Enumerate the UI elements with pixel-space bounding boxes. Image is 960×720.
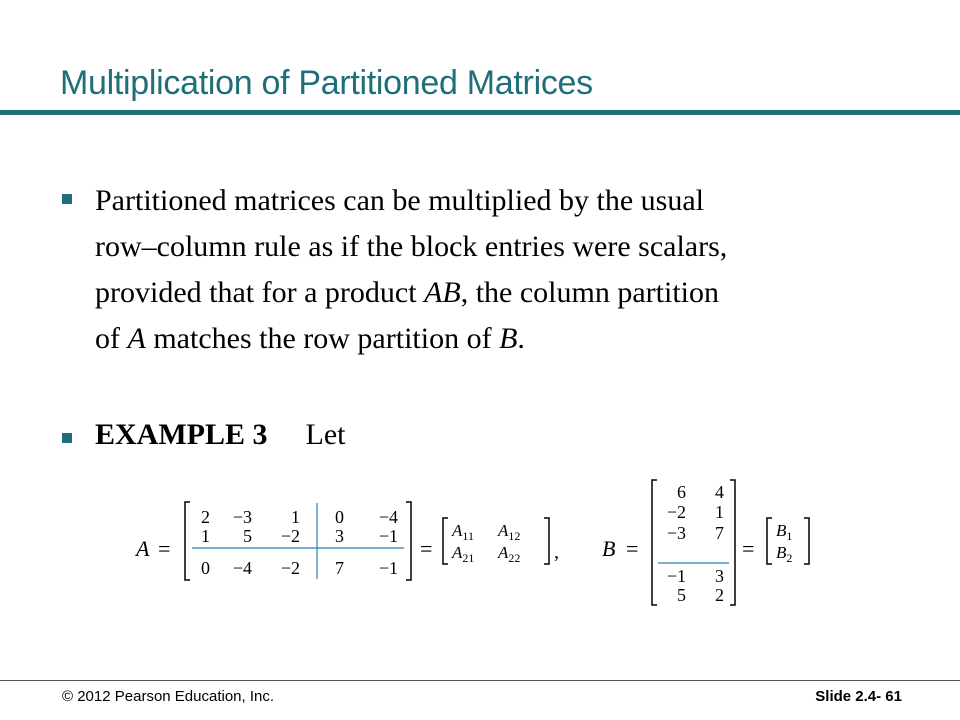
matrix-a-name: A <box>136 536 150 561</box>
b-r3c2: 7 <box>715 523 724 543</box>
a-r1c2: −3 <box>232 507 252 527</box>
matrix-equations <box>130 476 830 616</box>
svg-text:B2: $B_2$ <box>776 543 793 565</box>
b-r4c1: −1 <box>666 566 686 586</box>
a-r3c3: −2 <box>280 558 300 578</box>
a-r1c5: −4 <box>378 507 398 527</box>
b-r5c1: 5 <box>677 585 686 605</box>
b-r5c2: 2 <box>715 585 724 605</box>
example-heading <box>95 418 345 452</box>
matrix-b-name: B <box>602 536 616 561</box>
bullet-marker-2 <box>62 433 72 443</box>
a-r3c5: −1 <box>378 558 398 578</box>
bullet-1-line-2: row–column rule as if the block entries were scalars, <box>95 230 728 263</box>
svg-text:A12: $A_{12}$ <box>498 521 521 543</box>
svg-text:=: = <box>158 536 171 561</box>
svg-text:,: , <box>554 541 559 563</box>
a-r2c1: 1 <box>201 526 210 546</box>
a-r2c2: 5 <box>243 526 252 546</box>
b-r4c2: 3 <box>715 566 724 586</box>
footer-rule <box>0 680 960 681</box>
b-r2c2: 1 <box>715 502 724 522</box>
svg-text:=: = <box>420 536 433 561</box>
svg-text:=: = <box>626 536 639 561</box>
svg-text:B1: $B_1$ <box>776 521 793 543</box>
a-r1c1: 2 <box>201 507 210 527</box>
b-r2c1: −2 <box>666 502 686 522</box>
bullet-1-line-4: of A matches the row partition of B. <box>95 322 525 355</box>
svg-text:=: = <box>742 536 755 561</box>
title-underline <box>0 110 960 115</box>
b-r3c1: −3 <box>666 523 686 543</box>
bullet-1-line-1: Partitioned matrices can be multiplied by the usual <box>95 184 705 217</box>
svg-text:A22: $A_{22}$ <box>498 543 521 565</box>
b-r1c1: 6 <box>677 482 686 502</box>
bullet-1-line-3: provided that for a product AB, the column partition <box>95 276 719 309</box>
a-r2c4: 3 <box>335 526 344 546</box>
slide-number: Slide 2.4- 61 <box>815 688 902 705</box>
a-r3c2: −4 <box>232 558 252 578</box>
a-r2c3: −2 <box>280 526 300 546</box>
a-r1c4: 0 <box>335 507 344 527</box>
example-label: EXAMPLE 3 <box>95 418 268 451</box>
footer-copyright: © 2012 Pearson Education, Inc. <box>62 688 275 705</box>
svg-text:A11: $A_{11}$ <box>452 521 474 543</box>
bullet-marker-1 <box>62 194 72 204</box>
a-r2c5: −1 <box>378 526 398 546</box>
a-r1c3: 1 <box>291 507 300 527</box>
slide-title: Multiplication of Partitioned Matrices <box>60 64 593 102</box>
a-r3c4: 7 <box>335 558 344 578</box>
a-r3c1: 0 <box>201 558 210 578</box>
example-text: Let <box>305 418 346 451</box>
svg-text:A21: $A_{21}$ <box>452 543 475 565</box>
b-r1c2: 4 <box>715 482 724 502</box>
bullet-1-text <box>95 178 727 362</box>
